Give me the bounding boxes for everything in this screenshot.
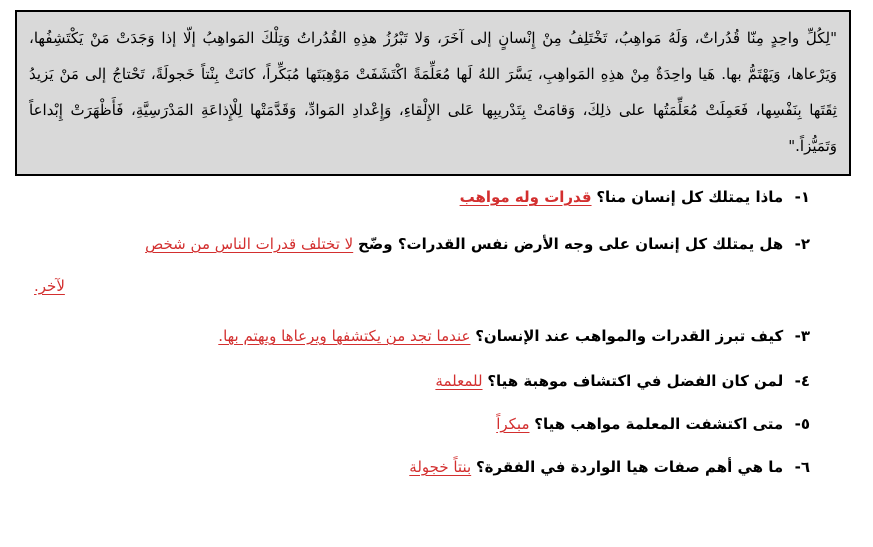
question-number: ٤- — [794, 372, 810, 390]
question-number: ٥- — [794, 415, 810, 433]
answer-text-continued: لآخر. — [34, 277, 65, 295]
question-2 — [0, 235, 810, 253]
reading-passage-box — [15, 10, 851, 176]
question-number: ٣- — [794, 327, 810, 345]
question-3 — [0, 327, 810, 345]
question-text: ماذا يمتلك كل إنسان منا؟ — [596, 188, 784, 206]
answer-text: قدرات وله مواهب — [459, 188, 592, 206]
answer-text: لا تختلف قدرات الناس من شخص — [145, 235, 354, 253]
question-1 — [0, 188, 810, 206]
question-number: ٦- — [794, 458, 810, 476]
reading-passage-text: "لِكُلِّ واحِدٍ مِنّا قُدُراتٌ، وَلَهُ مَواهِبُ، تَخْتَلِفُ مِنْ إِنْسانٍ إلى آخَرَ، وَلا تَبْرُزُ هذِهِ القُدُراتُ وَتِلْكَ المَواهِبُ إلّا إذا وَجَدَتْ مَنْ يَكْتَشِفُها، وَيَرْعاها، وَيَهْتَمُّ بها. هَيا واحِدَةٌ مِنْ هذِهِ المَواهِبِ، يَسَّرَ اللهُ لَها مُعَلِّمَةً اكْتَشَفَتْ مَوْهِبَتَها مُبَكِّراً، كانَتْ بِنْتاً خَجولَةً، تَحْتاجُ إلى مَنْ يَزيدُ ثِقَتَها بِنَفْسِها، فَعَمِلَتْ مُعَلِّمَتُها على ذلِكَ، وَقامَتْ بِتَدْريبِها عَلى الإِلْقاءِ، وَإِعْدادِ المَوادِّ، وَقَدَّمَتْها لِلْإِذاعَةِ المَدْرَسِيَّةِ، فَأَظْهَرَتْ إِبْداعاً وَتَمَيُّزاً." — [29, 29, 837, 155]
question-number: ٢- — [794, 235, 810, 253]
question-text: متى اكتشفت المعلمة مواهب هيا؟ — [534, 415, 784, 433]
answer-text: عندما تجد من يكتشفها ويرعاها ويهتم بها. — [218, 327, 471, 345]
question-5 — [0, 415, 810, 433]
question-text: ما هي أهم صفات هيا الواردة في الفقرة؟ — [475, 458, 784, 476]
question-4 — [0, 372, 810, 390]
question-6 — [0, 458, 810, 476]
question-text: لمن كان الفضل في اكتشاف موهبة هيا؟ — [487, 372, 784, 390]
answer-text: بنتاً خجولة — [409, 458, 472, 476]
question-number: ١- — [794, 188, 810, 206]
question-text: هل يمتلك كل إنسان على وجه الأرض نفس القدرات؟ وضّح — [357, 235, 784, 253]
answer-text: للمعلمة — [435, 372, 483, 390]
question-text: كيف تبرز القدرات والمواهب عند الإنسان؟ — [475, 327, 784, 345]
answer-text: مبكراً — [496, 415, 530, 433]
